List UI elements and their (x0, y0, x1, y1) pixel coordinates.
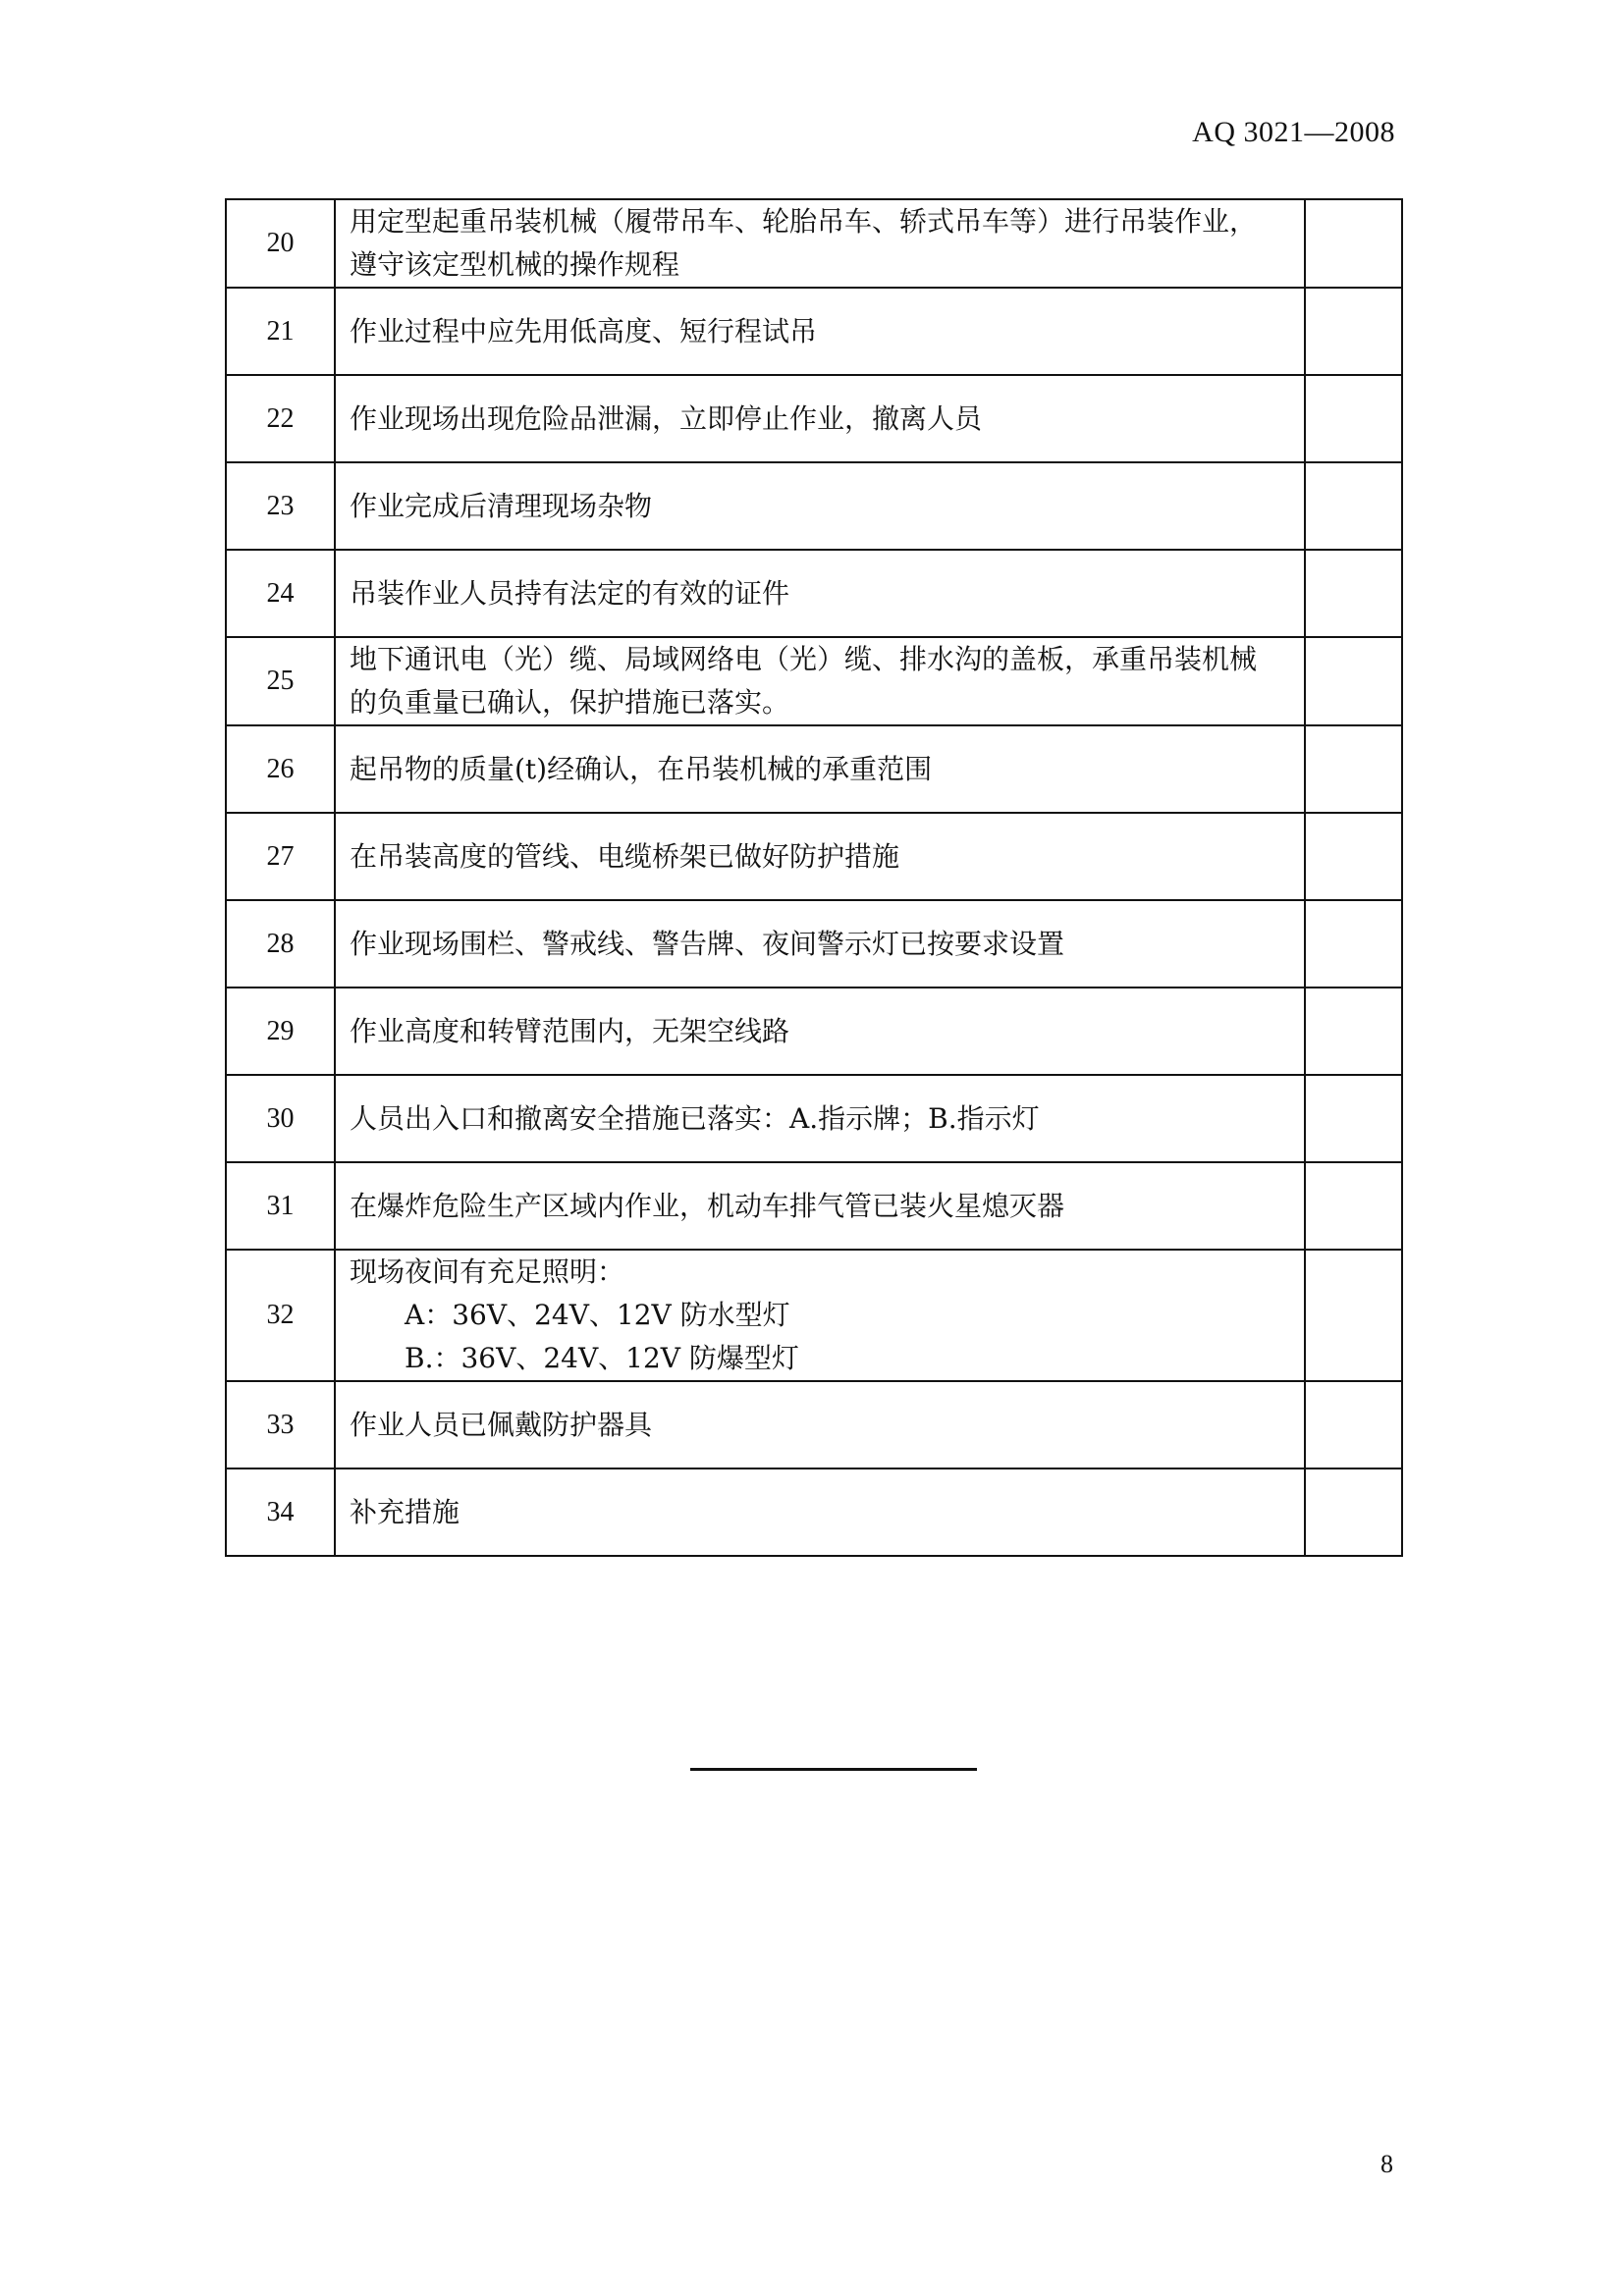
table-row (226, 1162, 1402, 1250)
item-text-line: 作业现场围栏、警戒线、警告牌、夜间警示灯已按要求设置 (350, 927, 1065, 960)
table-row (226, 1250, 1402, 1381)
item-number: 25 (226, 637, 335, 725)
item-number: 30 (226, 1075, 335, 1162)
confirmation-cell[interactable] (1305, 1468, 1402, 1556)
safety-checklist-table (225, 198, 1403, 1557)
item-description (335, 637, 1305, 725)
confirmation-cell[interactable] (1305, 1075, 1402, 1162)
item-text-line: 作业完成后清理现场杂物 (350, 489, 653, 522)
confirmation-cell[interactable] (1305, 900, 1402, 988)
confirmation-cell[interactable] (1305, 462, 1402, 550)
item-number: 33 (226, 1381, 335, 1468)
end-of-standard-rule (690, 1768, 977, 1771)
item-description (335, 375, 1305, 462)
item-description (335, 288, 1305, 375)
table-row (226, 1075, 1402, 1162)
confirmation-cell[interactable] (1305, 288, 1402, 375)
item-description (335, 1250, 1305, 1381)
item-number: 24 (226, 550, 335, 637)
item-text-line: 作业人员已佩戴防护器具 (350, 1408, 653, 1441)
item-text-line: 作业高度和转臂范围内，无架空线路 (350, 1014, 790, 1047)
item-text-line: 在爆炸危险生产区域内作业，机动车排气管已装火星熄灭器 (350, 1189, 1065, 1222)
item-number: 29 (226, 988, 335, 1075)
item-description (335, 550, 1305, 637)
confirmation-cell[interactable] (1305, 813, 1402, 900)
item-text-line: 作业现场出现危险品泄漏，立即停止作业，撤离人员 (350, 401, 983, 435)
lighting-option-b: B.：36V、24V、12V 防爆型灯 (405, 1342, 799, 1374)
standard-code: AQ 3021—2008 (1192, 116, 1395, 148)
table-row (226, 375, 1402, 462)
item-text-line: 在吊装高度的管线、电缆桥架已做好防护措施 (350, 839, 900, 873)
item-text-line: 补充措施 (350, 1495, 460, 1528)
item-description (335, 988, 1305, 1075)
item-text-line: 吊装作业人员持有法定的有效的证件 (350, 576, 790, 610)
page-number: 8 (1380, 2150, 1393, 2178)
item-description (335, 725, 1305, 813)
confirmation-cell[interactable] (1305, 1162, 1402, 1250)
table-row (226, 637, 1402, 725)
item-description (335, 813, 1305, 900)
item-number: 22 (226, 375, 335, 462)
table-row (226, 988, 1402, 1075)
table-row (226, 1381, 1402, 1468)
table-row (226, 288, 1402, 375)
item-number: 20 (226, 199, 335, 288)
table-row (226, 813, 1402, 900)
item-text-line: 遵守该定型机械的操作规程 (350, 248, 680, 281)
item-number: 27 (226, 813, 335, 900)
item-text-line: 现场夜间有充足照明： (350, 1255, 625, 1288)
confirmation-cell[interactable] (1305, 199, 1402, 288)
item-number: 31 (226, 1162, 335, 1250)
item-text-line: 地下通讯电（光）缆、局域网络电（光）缆、排水沟的盖板，承重吊装机械 (350, 643, 1258, 675)
item-text-line: 人员出入口和撤离安全措施已落实：A.指示牌；B.指示灯 (350, 1101, 1040, 1135)
confirmation-cell[interactable] (1305, 1250, 1402, 1381)
item-description (335, 1075, 1305, 1162)
table-row (226, 462, 1402, 550)
item-text-line: 作业过程中应先用低高度、短行程试吊 (350, 314, 818, 347)
confirmation-cell[interactable] (1305, 550, 1402, 637)
table-row (226, 199, 1402, 288)
confirmation-cell[interactable] (1305, 637, 1402, 725)
item-number: 28 (226, 900, 335, 988)
confirmation-cell[interactable] (1305, 375, 1402, 462)
item-text-line: 的负重量已确认，保护措施已落实。 (350, 686, 790, 719)
confirmation-cell[interactable] (1305, 725, 1402, 813)
item-number: 21 (226, 288, 335, 375)
item-description (335, 1162, 1305, 1250)
lighting-option-a: A：36V、24V、12V 防水型灯 (405, 1299, 790, 1331)
item-text-line: 用定型起重吊装机械（履带吊车、轮胎吊车、轿式吊车等）进行吊装作业， (350, 205, 1258, 238)
item-description (335, 1381, 1305, 1468)
item-number: 26 (226, 725, 335, 813)
table-row (226, 900, 1402, 988)
confirmation-cell[interactable] (1305, 1381, 1402, 1468)
item-text-line: 起吊物的质量(t)经确认，在吊装机械的承重范围 (350, 752, 933, 785)
item-description (335, 900, 1305, 988)
table-row (226, 725, 1402, 813)
confirmation-cell[interactable] (1305, 988, 1402, 1075)
table-row (226, 550, 1402, 637)
item-description (335, 199, 1305, 288)
item-description (335, 462, 1305, 550)
item-number: 34 (226, 1468, 335, 1556)
item-number: 32 (226, 1250, 335, 1381)
item-description (335, 1468, 1305, 1556)
item-number: 23 (226, 462, 335, 550)
table-row (226, 1468, 1402, 1556)
